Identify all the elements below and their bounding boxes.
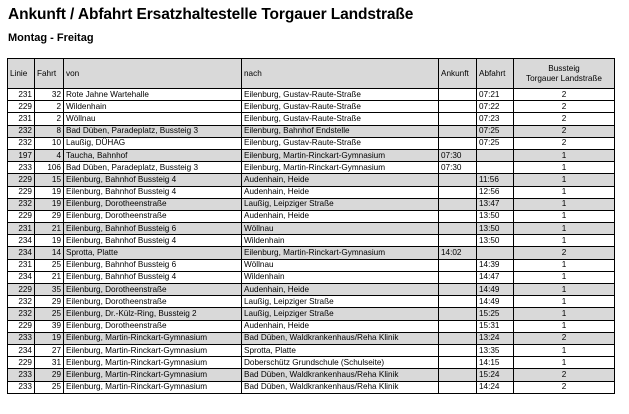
table-row [8, 332, 615, 344]
table-row [8, 259, 615, 271]
table-row [8, 308, 615, 320]
cell-ankunft [439, 210, 477, 222]
column-header-fahrt: Fahrt [35, 59, 64, 89]
cell-von: Eilenburg, Dr.-Külz-Ring, Bussteig 2 [64, 308, 242, 320]
table-row [8, 101, 615, 113]
cell-linie: 232 [8, 308, 35, 320]
table-row [8, 89, 615, 101]
cell-fahrt: 19 [35, 198, 64, 210]
table-row [8, 235, 615, 247]
cell-nach: Eilenburg, Gustav-Raute-Straße [242, 113, 439, 125]
cell-bussteig: 2 [514, 125, 615, 137]
table-header-row [8, 59, 615, 89]
cell-von: Eilenburg, Dorotheenstraße [64, 284, 242, 296]
cell-nach: Eilenburg, Gustav-Raute-Straße [242, 101, 439, 113]
cell-von: Eilenburg, Dorotheenstraße [64, 320, 242, 332]
page-subtitle: Montag - Freitag [8, 32, 94, 44]
cell-fahrt: 2 [35, 101, 64, 113]
table-row [8, 137, 615, 149]
cell-linie: 232 [8, 198, 35, 210]
cell-abfahrt [477, 247, 514, 259]
cell-von: Eilenburg, Bahnhof Bussteig 6 [64, 259, 242, 271]
table-row [8, 125, 615, 137]
cell-von: Eilenburg, Bahnhof Bussteig 4 [64, 235, 242, 247]
cell-linie: 197 [8, 149, 35, 161]
cell-linie: 231 [8, 113, 35, 125]
cell-fahrt: 25 [35, 259, 64, 271]
cell-nach: Audenhain, Heide [242, 210, 439, 222]
table-row [8, 296, 615, 308]
cell-abfahrt: 14:47 [477, 271, 514, 283]
cell-von: Eilenburg, Dorotheenstraße [64, 198, 242, 210]
cell-bussteig: 1 [514, 162, 615, 174]
cell-fahrt: 25 [35, 308, 64, 320]
cell-bussteig: 1 [514, 357, 615, 369]
cell-fahrt: 106 [35, 162, 64, 174]
cell-von: Eilenburg, Bahnhof Bussteig 6 [64, 223, 242, 235]
cell-abfahrt: 14:15 [477, 357, 514, 369]
cell-linie: 229 [8, 186, 35, 198]
cell-bussteig: 1 [514, 271, 615, 283]
cell-abfahrt: 15:25 [477, 308, 514, 320]
cell-nach: Wildenhain [242, 271, 439, 283]
cell-ankunft [439, 381, 477, 393]
cell-von: Eilenburg, Bahnhof Bussteig 4 [64, 271, 242, 283]
cell-fahrt: 2 [35, 113, 64, 125]
cell-fahrt: 31 [35, 357, 64, 369]
cell-fahrt: 10 [35, 137, 64, 149]
cell-linie: 231 [8, 259, 35, 271]
cell-abfahrt: 14:24 [477, 381, 514, 393]
cell-bussteig: 1 [514, 198, 615, 210]
cell-linie: 229 [8, 210, 35, 222]
cell-abfahrt: 14:39 [477, 259, 514, 271]
cell-von: Eilenburg, Martin-Rinckart-Gymnasium [64, 357, 242, 369]
cell-nach: Bad Düben, Waldkrankenhaus/Reha Klinik [242, 369, 439, 381]
cell-fahrt: 19 [35, 186, 64, 198]
cell-abfahrt: 14:49 [477, 296, 514, 308]
cell-nach: Wöllnau [242, 223, 439, 235]
table-row [8, 186, 615, 198]
cell-bussteig: 1 [514, 259, 615, 271]
cell-nach: Wildenhain [242, 235, 439, 247]
cell-ankunft [439, 186, 477, 198]
cell-fahrt: 14 [35, 247, 64, 259]
cell-abfahrt: 12:56 [477, 186, 514, 198]
table-row [8, 198, 615, 210]
cell-nach: Wöllnau [242, 259, 439, 271]
cell-bussteig: 2 [514, 369, 615, 381]
cell-ankunft [439, 369, 477, 381]
table-row [8, 210, 615, 222]
cell-ankunft [439, 271, 477, 283]
cell-linie: 229 [8, 101, 35, 113]
cell-fahrt: 35 [35, 284, 64, 296]
cell-nach: Audenhain, Heide [242, 320, 439, 332]
cell-abfahrt: 07:25 [477, 125, 514, 137]
cell-ankunft: 07:30 [439, 149, 477, 161]
cell-von: Eilenburg, Dorotheenstraße [64, 210, 242, 222]
cell-ankunft [439, 235, 477, 247]
cell-abfahrt: 13:35 [477, 344, 514, 356]
cell-ankunft [439, 296, 477, 308]
cell-von: Eilenburg, Martin-Rinckart-Gymnasium [64, 344, 242, 356]
cell-nach: Eilenburg, Martin-Rinckart-Gymnasium [242, 162, 439, 174]
cell-von: Eilenburg, Bahnhof Bussteig 4 [64, 186, 242, 198]
cell-abfahrt: 11:56 [477, 174, 514, 186]
cell-ankunft: 07:30 [439, 162, 477, 174]
cell-nach: Eilenburg, Martin-Rinckart-Gymnasium [242, 247, 439, 259]
cell-abfahrt: 15:31 [477, 320, 514, 332]
cell-nach: Eilenburg, Gustav-Raute-Straße [242, 89, 439, 101]
cell-ankunft [439, 113, 477, 125]
cell-von: Eilenburg, Martin-Rinckart-Gymnasium [64, 381, 242, 393]
cell-von: Rote Jahne Wartehalle [64, 89, 242, 101]
column-header-von: von [64, 59, 242, 89]
table-row [8, 223, 615, 235]
cell-ankunft [439, 137, 477, 149]
column-header-abfahrt: Abfahrt [477, 59, 514, 89]
cell-ankunft [439, 101, 477, 113]
table-row [8, 357, 615, 369]
cell-bussteig: 1 [514, 320, 615, 332]
cell-bussteig: 2 [514, 381, 615, 393]
cell-linie: 229 [8, 284, 35, 296]
cell-von: Bad Düben, Paradeplatz, Bussteig 3 [64, 162, 242, 174]
cell-linie: 233 [8, 369, 35, 381]
table-row [8, 174, 615, 186]
cell-ankunft [439, 344, 477, 356]
cell-fahrt: 19 [35, 332, 64, 344]
cell-abfahrt: 07:21 [477, 89, 514, 101]
column-header-linie: Linie [8, 59, 35, 89]
cell-ankunft [439, 223, 477, 235]
cell-bussteig: 2 [514, 101, 615, 113]
cell-ankunft [439, 320, 477, 332]
cell-nach: Laußig, Leipziger Straße [242, 296, 439, 308]
column-header-bussteig-line1: Bussteig [548, 63, 580, 73]
cell-linie: 232 [8, 125, 35, 137]
cell-von: Wildenhain [64, 101, 242, 113]
cell-abfahrt: 07:22 [477, 101, 514, 113]
cell-nach: Sprotta, Platte [242, 344, 439, 356]
cell-abfahrt: 07:23 [477, 113, 514, 125]
cell-bussteig: 1 [514, 210, 615, 222]
cell-fahrt: 29 [35, 369, 64, 381]
cell-fahrt: 27 [35, 344, 64, 356]
cell-abfahrt: 13:50 [477, 235, 514, 247]
cell-ankunft [439, 174, 477, 186]
cell-nach: Bad Düben, Waldkrankenhaus/Reha Klinik [242, 381, 439, 393]
cell-linie: 231 [8, 89, 35, 101]
cell-abfahrt [477, 162, 514, 174]
page-title: Ankunft / Abfahrt Ersatzhaltestelle Torgauer Landstraße [8, 6, 414, 23]
table-row [8, 381, 615, 393]
cell-ankunft [439, 332, 477, 344]
cell-ankunft [439, 308, 477, 320]
table-row [8, 320, 615, 332]
cell-ankunft [439, 357, 477, 369]
cell-fahrt: 21 [35, 271, 64, 283]
cell-von: Sprotta, Platte [64, 247, 242, 259]
table-row [8, 284, 615, 296]
cell-bussteig: 2 [514, 247, 615, 259]
cell-fahrt: 29 [35, 210, 64, 222]
cell-linie: 233 [8, 381, 35, 393]
cell-fahrt: 32 [35, 89, 64, 101]
cell-fahrt: 39 [35, 320, 64, 332]
cell-bussteig: 2 [514, 113, 615, 125]
cell-von: Eilenburg, Martin-Rinckart-Gymnasium [64, 369, 242, 381]
cell-nach: Bad Düben, Waldkrankenhaus/Reha Klinik [242, 332, 439, 344]
cell-nach: Laußig, Leipziger Straße [242, 198, 439, 210]
cell-abfahrt: 13:50 [477, 210, 514, 222]
cell-nach: Eilenburg, Bahnhof Endstelle [242, 125, 439, 137]
cell-von: Eilenburg, Dorotheenstraße [64, 296, 242, 308]
cell-linie: 234 [8, 344, 35, 356]
cell-bussteig: 2 [514, 137, 615, 149]
cell-fahrt: 8 [35, 125, 64, 137]
cell-fahrt: 21 [35, 223, 64, 235]
cell-linie: 234 [8, 271, 35, 283]
cell-nach: Audenhain, Heide [242, 174, 439, 186]
cell-fahrt: 25 [35, 381, 64, 393]
cell-von: Bad Düben, Paradeplatz, Bussteig 3 [64, 125, 242, 137]
cell-bussteig: 1 [514, 284, 615, 296]
cell-bussteig: 2 [514, 89, 615, 101]
column-header-ankunft: Ankunft [439, 59, 477, 89]
cell-linie: 233 [8, 332, 35, 344]
column-header-bussteig-line2: Torgauer Landstraße [525, 73, 602, 83]
cell-ankunft [439, 259, 477, 271]
table-row [8, 162, 615, 174]
timetable-body [8, 89, 615, 394]
cell-abfahrt: 13:24 [477, 332, 514, 344]
cell-abfahrt: 15:24 [477, 369, 514, 381]
cell-linie: 233 [8, 162, 35, 174]
cell-linie: 234 [8, 235, 35, 247]
column-header-bussteig [514, 59, 615, 89]
cell-nach: Eilenburg, Martin-Rinckart-Gymnasium [242, 149, 439, 161]
cell-linie: 229 [8, 174, 35, 186]
table-row [8, 271, 615, 283]
column-header-nach: nach [242, 59, 439, 89]
cell-bussteig: 1 [514, 149, 615, 161]
cell-nach: Eilenburg, Gustav-Raute-Straße [242, 137, 439, 149]
table-row [8, 344, 615, 356]
cell-bussteig: 1 [514, 308, 615, 320]
cell-ankunft [439, 284, 477, 296]
cell-abfahrt: 13:47 [477, 198, 514, 210]
cell-bussteig: 1 [514, 296, 615, 308]
cell-linie: 234 [8, 247, 35, 259]
cell-bussteig: 1 [514, 186, 615, 198]
cell-bussteig: 1 [514, 223, 615, 235]
timetable [7, 58, 615, 394]
cell-fahrt: 19 [35, 235, 64, 247]
cell-fahrt: 15 [35, 174, 64, 186]
cell-bussteig: 1 [514, 344, 615, 356]
cell-ankunft: 14:02 [439, 247, 477, 259]
cell-bussteig: 2 [514, 332, 615, 344]
cell-linie: 229 [8, 357, 35, 369]
cell-nach: Doberschütz Grundschule (Schulseite) [242, 357, 439, 369]
cell-nach: Audenhain, Heide [242, 284, 439, 296]
cell-abfahrt: 07:25 [477, 137, 514, 149]
cell-von: Eilenburg, Martin-Rinckart-Gymnasium [64, 332, 242, 344]
cell-ankunft [439, 125, 477, 137]
table-row [8, 113, 615, 125]
cell-fahrt: 4 [35, 149, 64, 161]
cell-von: Wöllnau [64, 113, 242, 125]
table-row [8, 369, 615, 381]
cell-von: Laußig, DÜHAG [64, 137, 242, 149]
cell-von: Eilenburg, Bahnhof Bussteig 4 [64, 174, 242, 186]
cell-ankunft [439, 89, 477, 101]
cell-fahrt: 29 [35, 296, 64, 308]
cell-abfahrt: 13:50 [477, 223, 514, 235]
cell-bussteig: 1 [514, 174, 615, 186]
cell-nach: Audenhain, Heide [242, 186, 439, 198]
cell-bussteig: 1 [514, 235, 615, 247]
cell-linie: 231 [8, 223, 35, 235]
cell-nach: Laußig, Leipziger Straße [242, 308, 439, 320]
cell-linie: 229 [8, 320, 35, 332]
cell-von: Taucha, Bahnhof [64, 149, 242, 161]
table-row [8, 149, 615, 161]
cell-ankunft [439, 198, 477, 210]
cell-abfahrt [477, 149, 514, 161]
cell-abfahrt: 14:49 [477, 284, 514, 296]
cell-linie: 232 [8, 296, 35, 308]
table-row [8, 247, 615, 259]
cell-linie: 232 [8, 137, 35, 149]
